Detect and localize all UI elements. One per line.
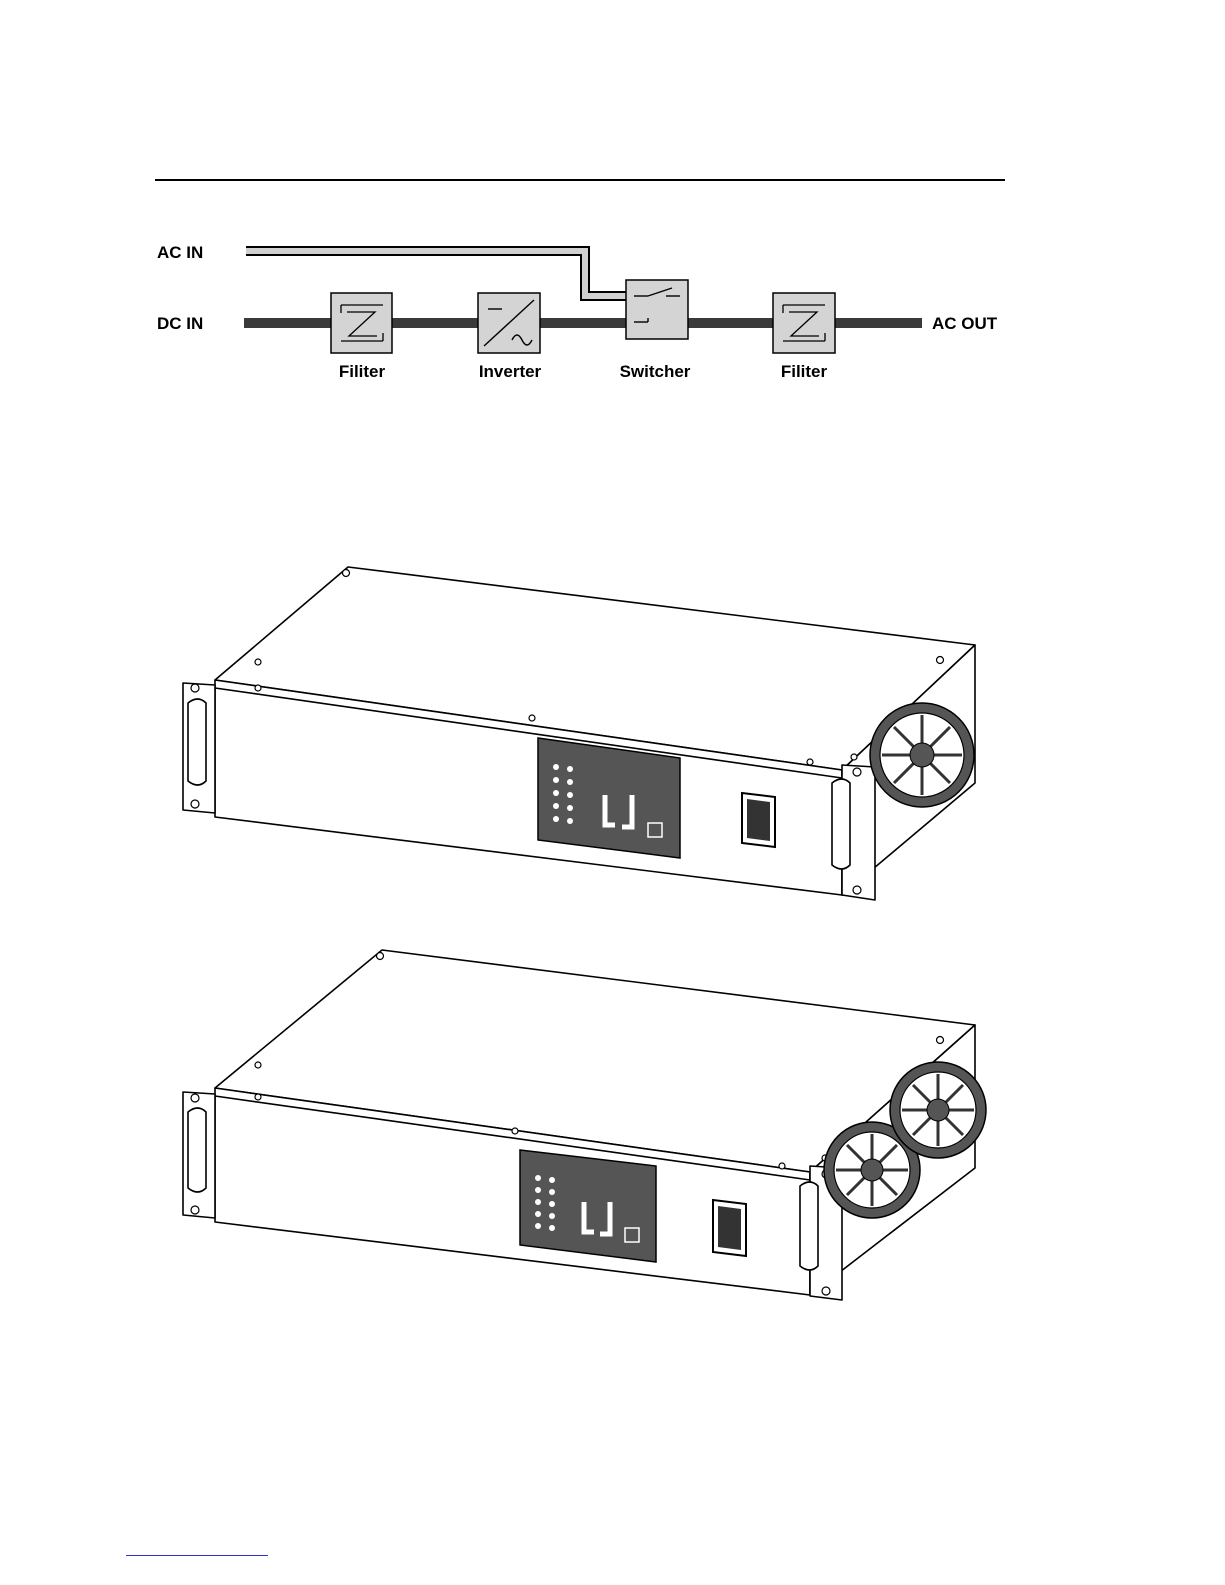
dc-in-label: DC IN (157, 314, 204, 333)
rack-ups-single-fan-illustration (170, 555, 990, 905)
block-label-filter-2: Filiter (780, 362, 828, 381)
switcher-block (626, 280, 688, 339)
footer-link-underline[interactable] (126, 1555, 268, 1556)
cooling-fan-icon (890, 1062, 986, 1158)
power-switch (742, 793, 775, 847)
power-switch (713, 1200, 746, 1256)
inverter-block (478, 293, 540, 353)
filter-block-2 (773, 293, 835, 353)
control-panel (520, 1150, 656, 1262)
cooling-fan-icon (870, 703, 974, 807)
control-panel (538, 738, 680, 858)
ups-block-diagram (0, 0, 1225, 400)
block-label-switcher: Switcher (619, 362, 691, 381)
rack-ups-dual-fan-illustration (170, 940, 990, 1310)
block-label-inverter: Inverter (478, 362, 542, 381)
ac-in-label: AC IN (157, 243, 204, 262)
block-label-filter-1: Filiter (338, 362, 386, 381)
ac-out-label: AC OUT (932, 314, 998, 333)
ac-in-line (246, 251, 626, 296)
filter-block-1 (331, 293, 392, 353)
